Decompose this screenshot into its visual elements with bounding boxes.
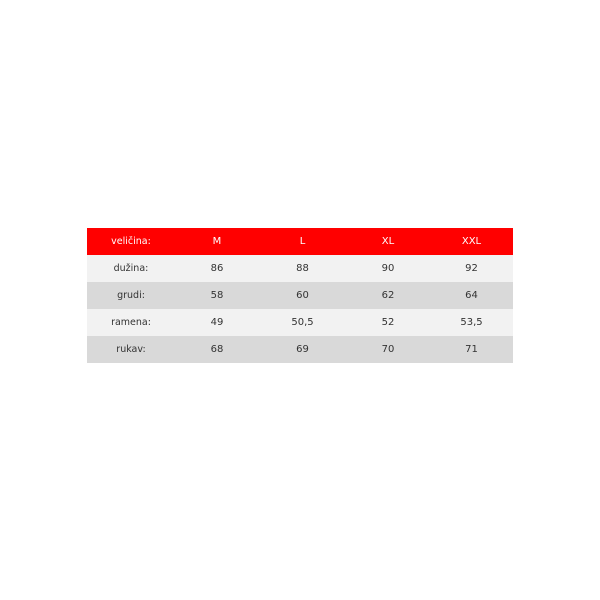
table-cell: 64: [465, 290, 478, 301]
header-label: veličina:: [111, 236, 151, 247]
table-cell: 52: [381, 317, 395, 328]
table-cell: 58: [210, 290, 224, 301]
row-label: dužina:: [113, 263, 149, 274]
header-size-xxl: XXL: [461, 236, 482, 247]
row-label: ramena:: [111, 317, 151, 328]
header-size-m: M: [212, 236, 222, 247]
table-cell: 68: [210, 344, 224, 355]
table-cell: 53,5: [460, 317, 483, 328]
table-header-row: [87, 228, 513, 255]
table-row: [87, 336, 513, 363]
table-cell: 90: [381, 263, 395, 274]
header-size-xl: XL: [381, 236, 395, 247]
table-row: [87, 282, 513, 309]
header-size-l: L: [299, 236, 306, 247]
table-cell: 71: [465, 344, 478, 355]
table-cell: 92: [465, 263, 478, 274]
table-cell: 50,5: [291, 317, 314, 328]
table-cell: 49: [210, 317, 224, 328]
table-cell: 69: [296, 344, 309, 355]
table-cell: 70: [381, 344, 395, 355]
size-chart-table: [87, 228, 513, 363]
table-cell: 86: [210, 263, 224, 274]
table-cell: 60: [296, 290, 309, 301]
table-row: [87, 309, 513, 336]
row-label: grudi:: [117, 290, 145, 301]
row-label: rukav:: [116, 344, 146, 355]
table-cell: 62: [381, 290, 395, 301]
table-cell: 88: [296, 263, 309, 274]
table-row: [87, 255, 513, 282]
